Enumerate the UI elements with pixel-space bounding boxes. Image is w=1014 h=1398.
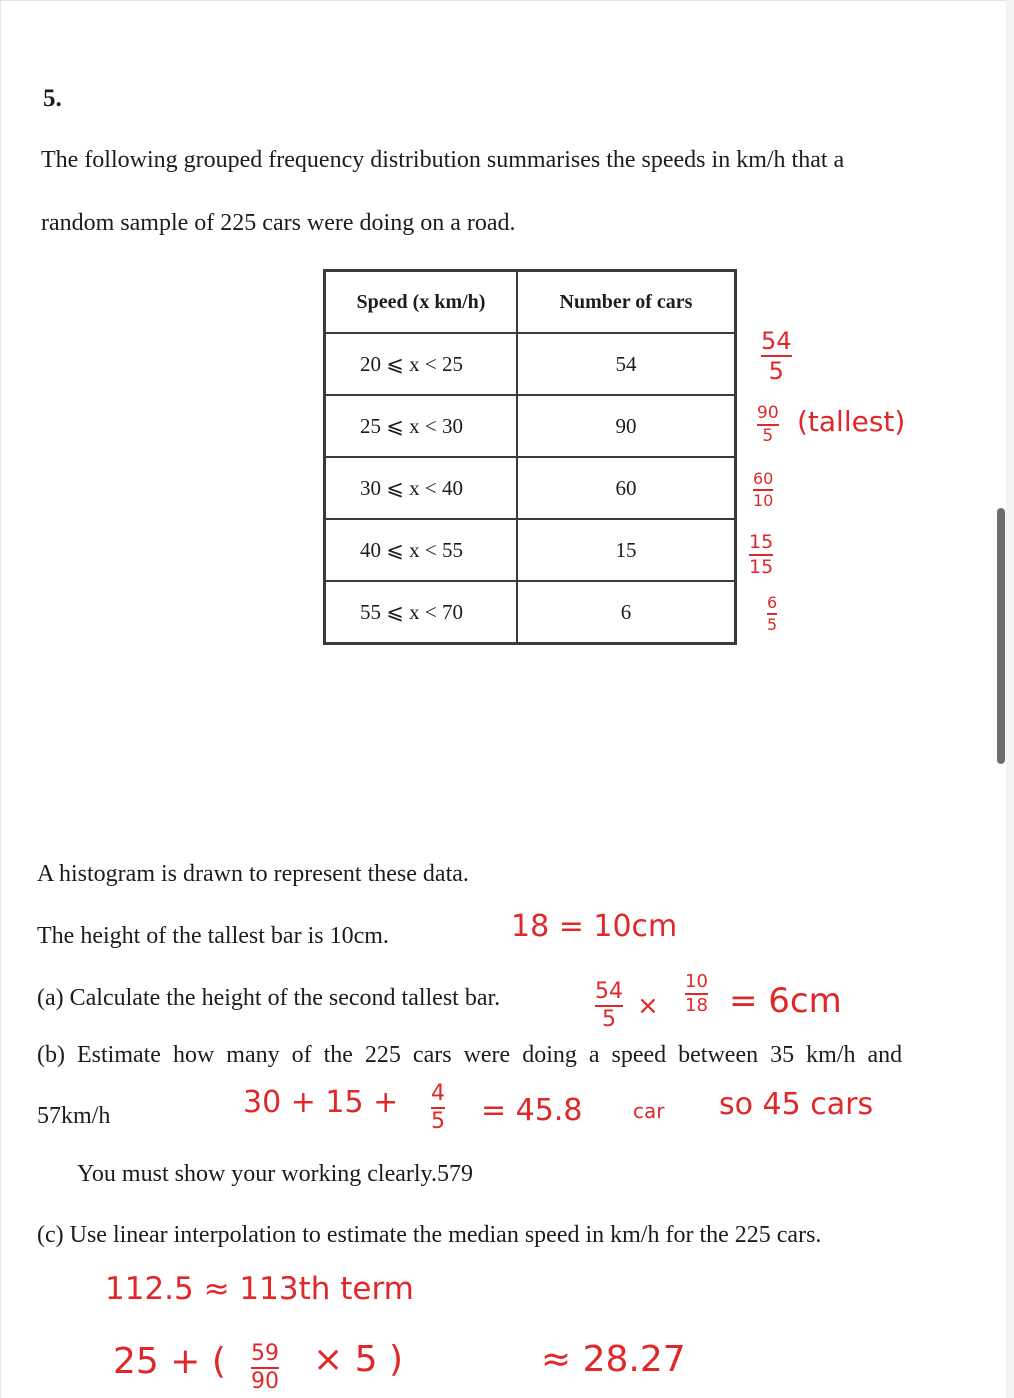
part-a-text: (a) Calculate the height of the second tallest bar. bbox=[37, 985, 501, 1011]
table-row bbox=[325, 457, 736, 519]
speed-cell: 20 ⩽ x < 25 bbox=[325, 333, 518, 395]
annotation-part-a-fraction1 bbox=[595, 981, 623, 1031]
annotation-numerator: 6 bbox=[767, 593, 778, 612]
annotation-denominator: 10 bbox=[753, 491, 774, 510]
annotation-numerator: 54 bbox=[595, 979, 623, 1004]
annotation-part-a-fraction2 bbox=[685, 973, 708, 1015]
annotation-tallest-note: (tallest) bbox=[797, 405, 906, 438]
annotation-part-b-result: = 45.8 bbox=[481, 1093, 583, 1128]
annotation-denominator: 18 bbox=[685, 995, 708, 1016]
vertical-scrollbar[interactable] bbox=[997, 508, 1005, 764]
annotation-denominator: 15 bbox=[749, 556, 774, 578]
speed-cell: 25 ⩽ x < 30 bbox=[325, 395, 518, 457]
annotation-part-c-lead: 25 + ( bbox=[113, 1341, 226, 1382]
annotation-denominator: 5 bbox=[602, 1007, 616, 1032]
annotation-part-b-fraction bbox=[431, 1083, 445, 1133]
annotation-fraction-row4 bbox=[749, 533, 773, 577]
annotation-part-c-median-position: 112.5 ≈ 113th term bbox=[105, 1271, 414, 1307]
speed-cell: 30 ⩽ x < 40 bbox=[325, 457, 518, 519]
part-c-text: (c) Use linear interpolation to estimate the median speed in km/h for the 225 cars. bbox=[37, 1222, 822, 1248]
annotation-numerator: 4 bbox=[431, 1081, 445, 1106]
table-row bbox=[325, 395, 736, 457]
annotation-numerator: 10 bbox=[685, 971, 708, 992]
annotation-fraction-row1 bbox=[761, 329, 792, 383]
annotation-denominator: 5 bbox=[768, 357, 784, 385]
annotation-denominator: 90 bbox=[251, 1369, 279, 1394]
annotation-numerator: 15 bbox=[749, 531, 774, 553]
part-b-text-line1: (b) Estimate how many of the 225 cars were doing a speed between 35 km/h and bbox=[37, 1042, 903, 1068]
table-row bbox=[325, 519, 736, 581]
speed-cell: 40 ⩽ x < 55 bbox=[325, 519, 518, 581]
count-cell: 54 bbox=[517, 333, 736, 395]
annotation-numerator: 54 bbox=[761, 327, 792, 355]
annotation-denominator: 5 bbox=[431, 1109, 445, 1134]
count-cell: 90 bbox=[517, 395, 736, 457]
speed-column-header: Speed (x km/h) bbox=[325, 271, 518, 334]
annotation-times-symbol: × bbox=[637, 991, 659, 1021]
count-cell: 60 bbox=[517, 457, 736, 519]
annotation-part-b-conclusion: so 45 cars bbox=[719, 1087, 874, 1122]
part-b-instruction: You must show your working clearly.579 bbox=[77, 1161, 473, 1187]
tallest-bar-text: The height of the tallest bar is 10cm. bbox=[37, 923, 389, 949]
annotation-fraction-row3 bbox=[753, 471, 773, 509]
annotation-denominator: 5 bbox=[762, 426, 774, 446]
annotation-part-b-sum: 30 + 15 + bbox=[243, 1085, 399, 1120]
table-row bbox=[325, 333, 736, 395]
table-row bbox=[325, 581, 736, 644]
count-cell: 6 bbox=[517, 581, 736, 644]
annotation-fraction-row5 bbox=[767, 595, 777, 633]
histogram-intro-text: A histogram is drawn to represent these data. bbox=[37, 861, 469, 887]
annotation-fraction-row2 bbox=[757, 405, 779, 445]
annotation-part-c-result: ≈ 28.27 bbox=[541, 1339, 686, 1380]
speed-cell: 55 ⩽ x < 70 bbox=[325, 581, 518, 644]
annotation-part-b-unit: car bbox=[633, 1099, 665, 1123]
annotation-numerator: 60 bbox=[753, 469, 774, 488]
count-column-header: Number of cars bbox=[517, 271, 736, 334]
annotation-numerator: 90 bbox=[757, 403, 779, 423]
intro-text-line1: The following grouped frequency distribution summarises the speeds in km/h that a bbox=[41, 147, 845, 173]
annotation-denominator: 5 bbox=[767, 615, 778, 634]
question-number: 5. bbox=[43, 85, 62, 112]
annotation-part-c-fraction bbox=[251, 1343, 279, 1393]
count-cell: 15 bbox=[517, 519, 736, 581]
part-b-text-line2: 57km/h bbox=[37, 1103, 111, 1129]
annotation-part-a-result: = 6cm bbox=[729, 981, 842, 1021]
table-header-row bbox=[325, 271, 736, 334]
frequency-table bbox=[323, 269, 737, 645]
annotation-part-c-tail: × 5 ) bbox=[313, 1339, 403, 1380]
annotation-numerator: 59 bbox=[251, 1341, 279, 1366]
annotation-tallest-equivalence: 18 = 10cm bbox=[511, 909, 678, 944]
intro-text-line2: random sample of 225 cars were doing on a road. bbox=[41, 210, 516, 236]
